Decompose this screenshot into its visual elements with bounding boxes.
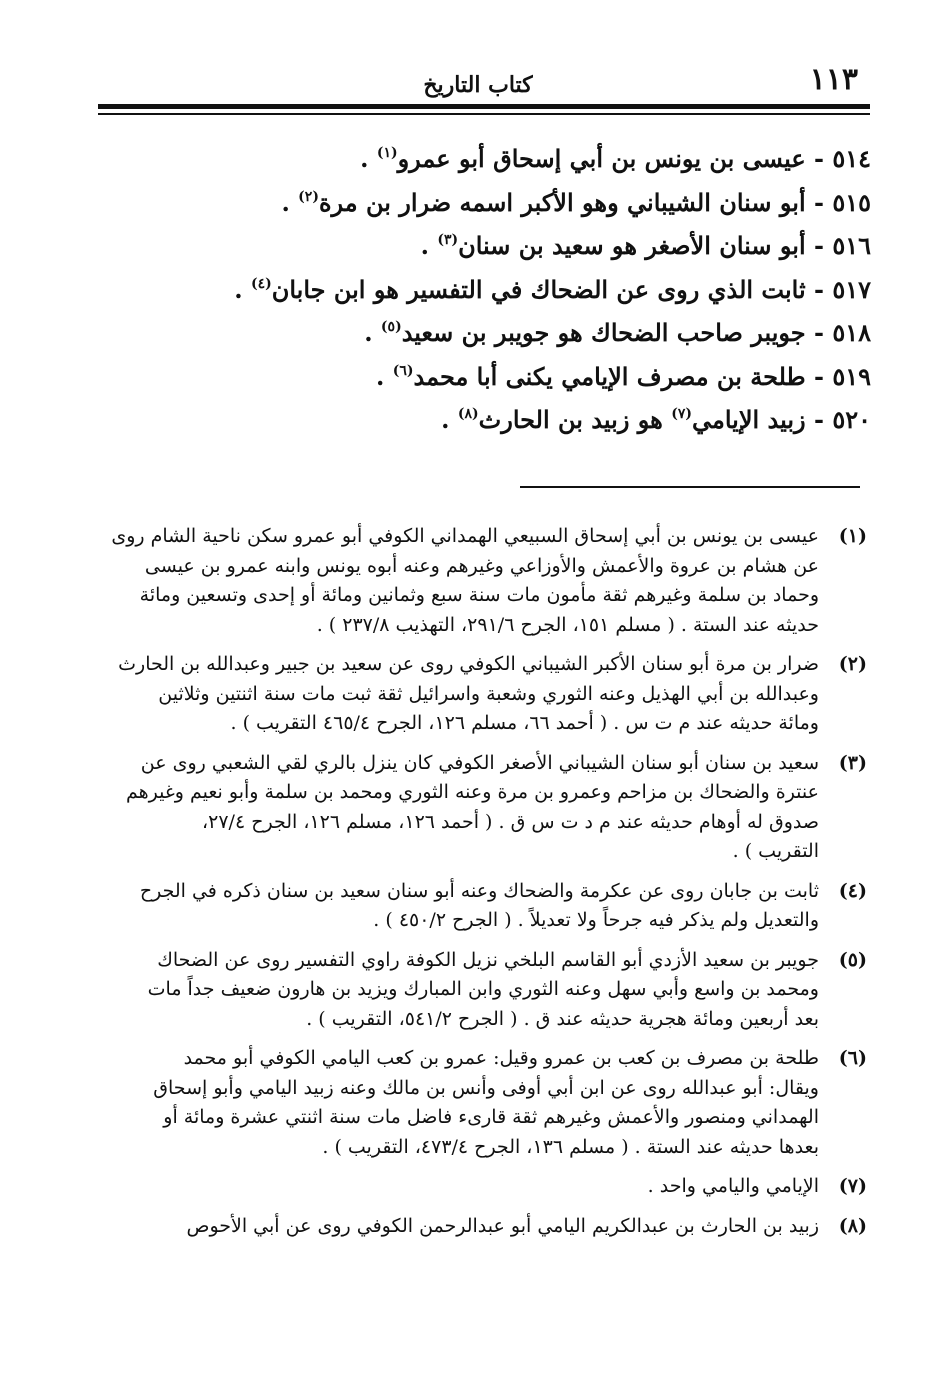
footnote-ref: (١)	[376, 145, 398, 161]
footnote-line: بعدها حديثه عند الستة . ( مسلم ١٣٦، الجرح ٤٧٣/٤، التقريب ) .	[322, 1135, 819, 1158]
footnote-number: (١)	[838, 525, 867, 547]
footnotes	[102, 522, 867, 1251]
footnote-line: طلحة بن مصرف بن كعب بن عمرو وقيل: عمرو بن كعب اليامي الكوفي أبو محمد	[183, 1047, 819, 1069]
footnote-number: (٧)	[838, 1175, 867, 1197]
footnote-ref: (٤)	[250, 275, 272, 292]
footnote-ref: (٣)	[437, 232, 459, 248]
footnote-line: ضرار بن مرة أبو سنان الأكبر الشيباني الكوفي روى عن سعيد بن جبير وعبدالله بن الحارث	[118, 653, 819, 675]
footnote-2	[102, 650, 867, 739]
footnote-7	[102, 1172, 867, 1202]
book-title: كتاب التاريخ	[423, 72, 533, 98]
entry-tail: .	[281, 187, 299, 217]
entry-519	[171, 350, 871, 394]
footnote-line: حديثه عند الستة . ( مسلم ١٥١، الجرح ٢٩١/٦، التهذيب ٢٣٧/٨ ) .	[316, 613, 819, 636]
entry-text: أبو سنان الشيباني وهو الأكبر اسمه ضرار بن مرة	[318, 187, 806, 217]
entry-tail: .	[441, 405, 458, 434]
footnote-number: (٥)	[838, 948, 867, 971]
page-number: ١١٣	[809, 62, 858, 97]
entry-number: ٥١٦ -	[814, 231, 871, 260]
footnote-ref: (٧)	[671, 406, 692, 422]
footnote-line: ومائة حديثه عند م ت س . ( أحمد ٦٦، مسلم ١٢٦، الجرح ٤٦٥/٤ التقريب ) .	[230, 712, 819, 734]
footnote-line: صدوق له أوهام حديثه عند م د ت س ق . ( أحمد ١٢٦، مسلم ١٢٦، الجرح ٢٧/٤،	[202, 810, 819, 833]
footnote-number: (٢)	[838, 653, 867, 675]
entry-516	[171, 219, 871, 263]
entry-514	[171, 132, 871, 176]
footnote-ref: (٨)	[457, 406, 479, 422]
entry-number: ٥١٤ -	[814, 144, 871, 173]
header-rule-thick	[98, 104, 870, 109]
entry-list	[171, 132, 871, 437]
header-rule-thin	[98, 113, 870, 115]
footnote-ref: (٥)	[380, 319, 402, 335]
footnote-line: وحماد بن سلمة وغيرهم ثقة مأمون مات سنة سبع وثمانين ومائة أو إحدى وتسعين ومائة	[139, 584, 819, 606]
page-header	[98, 60, 858, 100]
entry-tail: .	[375, 361, 393, 391]
footnote-ref: (٦)	[392, 362, 414, 379]
footnote-line: زبيد بن الحارث بن عبدالكريم اليامي أبو عبدالرحمن الكوفي روى عن أبي الأحوص	[186, 1214, 819, 1237]
footnote-line: والتعديل ولم يذكر فيه جرحاً ولا تعديلاً . ( الجرح ٤٥٠/٢ ) .	[373, 909, 819, 931]
entry-tail: .	[364, 318, 381, 347]
footnote-line: بعد أربعين ومائة هجرية حديثه عند ق . ( الجرح ٥٤١/٢، التقريب ) .	[306, 1007, 819, 1030]
entry-text: أبو سنان الأصغر هو سعيد بن سنان	[458, 231, 806, 260]
entry-text: ثابت الذي روى عن الضحاك في التفسير هو ابن جابان	[271, 274, 806, 304]
entry-text: عيسى بن يونس بن أبي إسحاق أبو عمرو	[397, 144, 806, 173]
footnote-5	[102, 946, 867, 1035]
footnote-3	[102, 749, 867, 867]
footnote-4	[102, 877, 867, 936]
footnote-number: (٤)	[838, 879, 867, 902]
footnote-8	[102, 1212, 867, 1242]
entry-number: ٥١٥ -	[814, 187, 871, 217]
footnote-separator	[520, 486, 860, 488]
footnote-line: الهمداني ومنصور والأعمش وغيرهم ثقة قارىء فاضل مات سنة اثنتي عشرة ومائة أو	[163, 1106, 819, 1128]
footnote-line: ويقال: أبو عبدالله روى عن ابن أبي أوفى وأنس بن مالك وعنه زبيد اليامي وأبو إسحاق	[153, 1076, 819, 1099]
footnote-line: عيسى بن يونس بن أبي إسحاق السبيعي الهمداني الكوفي أبو عمرو سكن ناحية الشام روى	[111, 525, 819, 547]
footnote-line: عن هشام بن عروة والأعمش والأوزاعي وغيرهم وعنه أبوه يونس وابنه عمرو بن عيسى	[144, 554, 819, 577]
footnote-line: ومحمد بن واسع وأبي سهل وعنه الثوري وابن المبارك ويزيد بن هارون ضعيف جداً مات	[147, 978, 819, 1000]
entry-number: ٥٢٠ -	[814, 405, 871, 434]
entry-number: ٥١٧ -	[814, 274, 871, 304]
footnote-ref: (٢)	[298, 188, 319, 205]
footnote-line: التقريب ) .	[732, 840, 819, 862]
footnote-1	[102, 522, 867, 640]
entry-text-continued: هو زبيد بن الحارث	[478, 405, 672, 434]
entry-tail: .	[234, 274, 251, 304]
footnote-line: سعيد بن سنان أبو سنان الشيباني الأصغر الكوفي كان ينزل بالري لقي الشعبي روى عن	[140, 751, 819, 774]
entry-tail: .	[360, 144, 377, 173]
footnote-line: عنترة والضحاك بن مزاحم وعمرو بن مرة وعنه الثوري ومحمد بن سلمة وأبو نعيم وغيرهم	[125, 781, 819, 803]
entry-518	[171, 306, 871, 350]
entry-text: زبيد الإيامي	[691, 405, 806, 434]
footnote-line: الإيامي واليامي واحد .	[647, 1175, 819, 1197]
entry-number: ٥١٩ -	[814, 361, 871, 391]
entry-number: ٥١٨ -	[814, 318, 871, 347]
footnote-number: (٣)	[838, 751, 867, 774]
entry-515	[171, 176, 871, 220]
footnote-number: (٨)	[838, 1214, 867, 1237]
footnote-line: جويبر بن سعيد الأزدي أبو القاسم البلخي نزيل الكوفة راوي التفسير روى عن الضحاك	[157, 948, 819, 971]
entry-517	[171, 263, 871, 307]
entry-text: طلحة بن مصرف الإيامي يكنى أبا محمد	[413, 361, 806, 391]
entry-text: جويبر صاحب الضحاك هو جويبر بن سعيد	[401, 318, 806, 347]
entry-tail: .	[420, 231, 438, 260]
footnote-number: (٦)	[838, 1047, 867, 1069]
entry-520	[171, 393, 871, 437]
footnote-6	[102, 1044, 867, 1162]
footnote-line: وعبدالله بن أبي الهذيل وعنه الثوري وشعبة واسرائيل ثقة ثبت مات سنة اثنتين وثلاثين	[158, 682, 819, 705]
footnote-line: ثابت بن جابان روى عن عكرمة والضحاك وعنه أبو سنان سعيد بن سنان ذكره في الجرح	[139, 879, 819, 902]
